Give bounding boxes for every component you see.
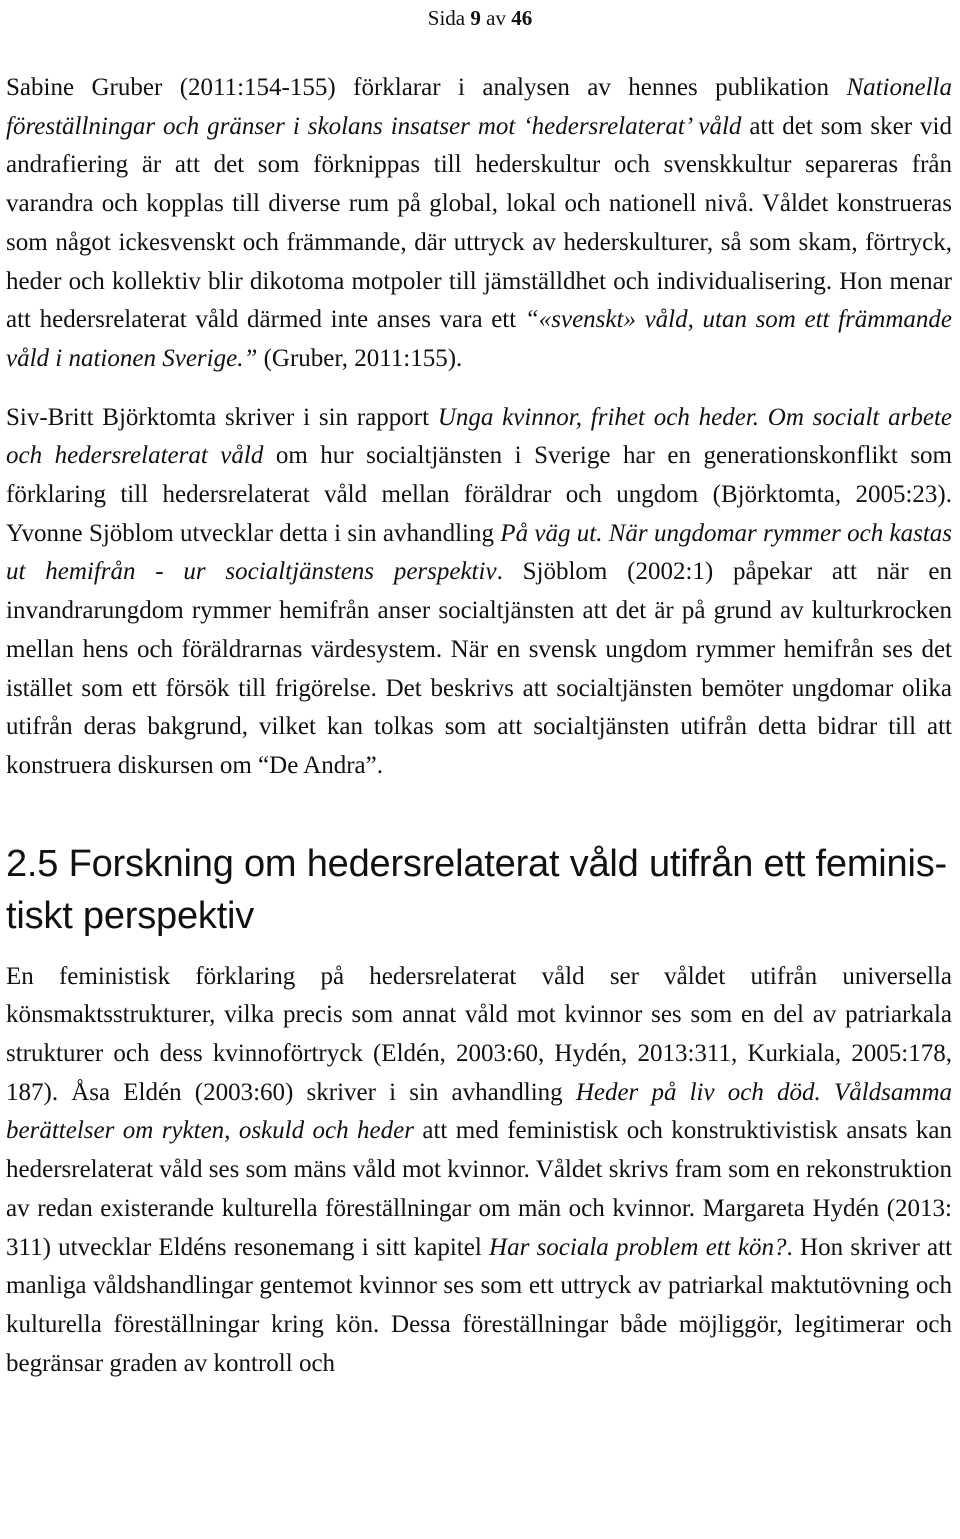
section-title: Forskning om hedersrelaterat våld utifrån ett feministiskt perspektiv [6, 842, 948, 937]
page-number: 9 [470, 6, 481, 30]
text-segment: En feministisk förklaring på hedersrelaterat våld ser våldet utifrån universella könsmaktsstrukturer, vilka precis som annat våld mot kvinnor ses som en del av patriarkala strukturer och dess kvinnoförtryck (Eldén, 2003:60, Hydén, 2013:311, Kurkiala, 2005:178, 187). Åsa Eldén (2003:60) skriver i sin avhandling [6, 962, 952, 1106]
italic-text-segment: Nationella föreställningar och gränser i skolans insatser mot ‘hedersrelaterat’ våld [6, 74, 952, 140]
text-segment: (Gruber, 2011:155). [257, 344, 463, 372]
text-segment: att det som sker vid andrafiering är att det som förknippas till hederskultur och svenskkultur separeras från varandra och kopplas till diverse rum på global, lokal och nationell nivå. Våldet konstrueras som något ickesvenskt och främmande, där uttryck av hederskulturer, så som skam, förtryck, heder och kollektiv blir dikotoma motpoler till jämställdhet och individualisering. Hon menar att hedersrelaterat våld därmed inte anses vara ett [6, 112, 952, 334]
text-segment: Sabine Gruber (2011:154-155) förklarar i analysen av hennes publikation [6, 74, 847, 101]
paragraph-gruber [6, 69, 952, 379]
text-segment: . Sjöblom (2002:1) påpekar att när en invandrarungdom rymmer hemifrån anser socialtjänsten att det är på grund av kulturkrocken mellan hens och föräldrarnas värdesystem. När en svensk ungdom rymmer hemifrån ses det istället som ett försök till frigörelse. Det beskrivs att socialtjänsten bemöter ungdomar olika utifrån deras bakgrund, vilket kan tolkas som att socialtjänsten utifrån detta bidrar till att konstruera diskursen om “De Andra”. [6, 558, 952, 779]
italic-text-segment: Heder på liv och död. Våldsamma berättelser om rykten, oskuld och heder [6, 1078, 952, 1145]
document-body [6, 69, 952, 1383]
italic-text-segment: Unga kvinnor, frihet och heder. Om socialt arbete och hedersrelaterat våld [6, 403, 952, 470]
paragraph-feminist [6, 958, 952, 1384]
text-segment: Siv-Britt Björktomta skriver i sin rapport [6, 403, 438, 431]
section-number: 2.5 [6, 842, 59, 885]
italic-text-segment: “«svenskt» våld, utan som ett främmande våld i nationen Sverige.” [6, 306, 953, 372]
text-segment: om hur socialtjänsten i Sverige har en generationskonflikt som förklaring till hedersrelaterat våld mellan föräldrar och ungdom (Björktomta, 2005:23). Yvonne Sjöblom utvecklar detta i sin avhandling [6, 442, 952, 547]
page-separator: av [486, 6, 506, 30]
section-heading [6, 838, 952, 942]
italic-text-segment: På väg ut. När ungdomar rymmer och kastas ut hemifrån - ur socialtjänstens perspektiv [6, 519, 953, 586]
italic-text-segment: Har sociala problem ett kön? [489, 1233, 787, 1261]
page-header [0, 0, 960, 36]
total-pages: 46 [511, 6, 533, 30]
text-segment: att med feministisk och konstruktivistisk ansats kan hedersrelaterat våld ses som mäns våld mot kvinnor. Våldet skrivs fram som en rekonstruktion av redan existerande kulturella föreställningar om män och kvinnor. Margareta Hydén (2013: 311) utvecklar Eldéns resonemang i sitt kapitel [6, 1117, 952, 1261]
paragraph-bjorktomta [6, 399, 952, 786]
text-segment: . Hon skriver att manliga våldshandlingar gentemot kvinnor ses som ett uttryck av patriarkal maktutövning och kulturella föreställningar kring kön. Dessa föreställningar både möjliggör, legitimerar och begränsar graden av kontroll och [6, 1233, 953, 1377]
page-label: Sida [427, 6, 466, 30]
